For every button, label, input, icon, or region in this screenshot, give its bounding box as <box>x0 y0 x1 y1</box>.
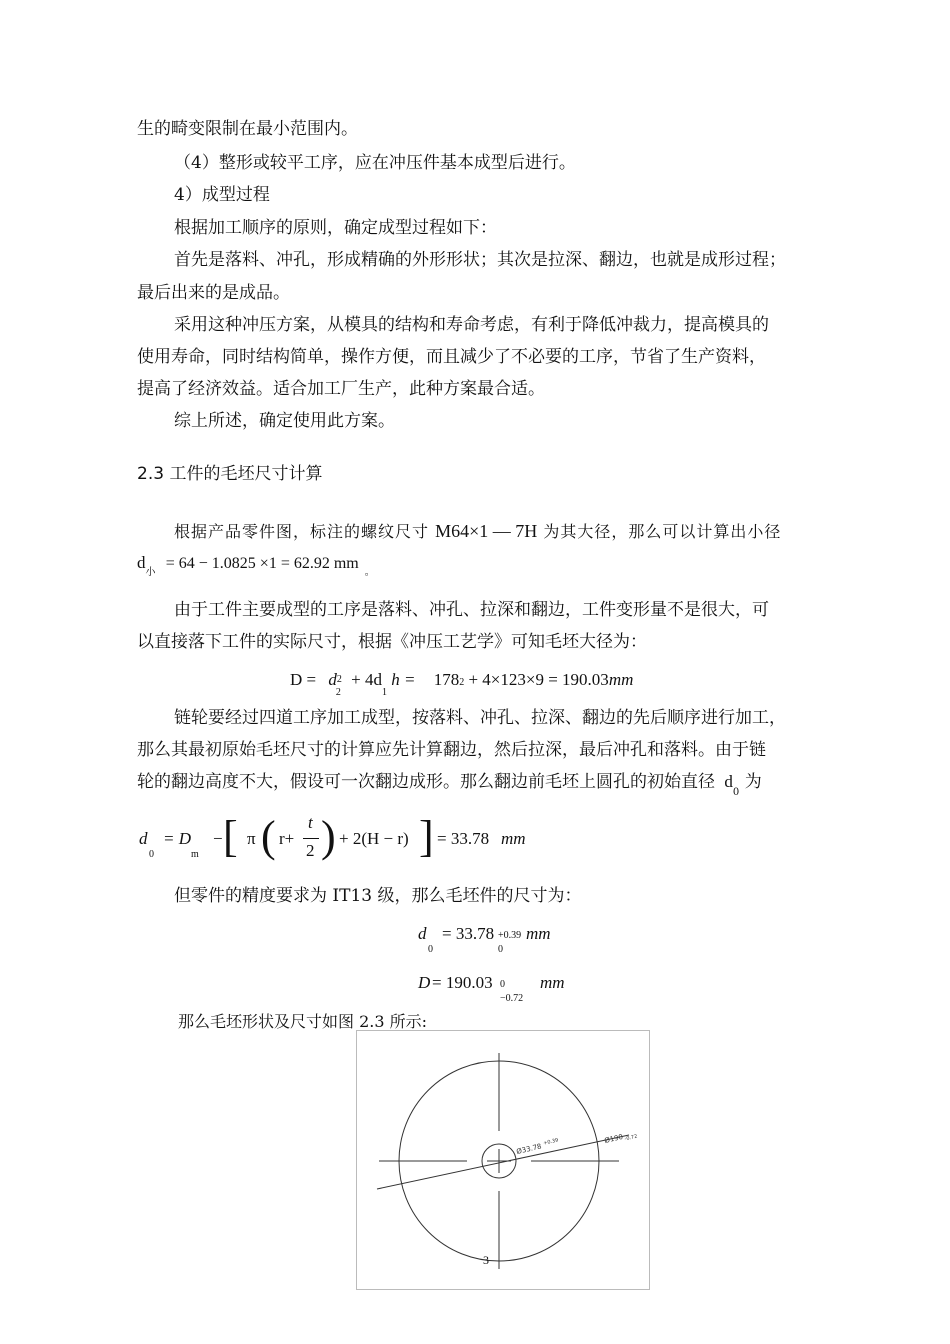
D-sup2: 2 <box>336 674 342 685</box>
chain-text: 轮的翻边高度不大，假设可一次翻边成形。那么翻边前毛坯上圆孔的初始直径 <box>137 772 715 792</box>
chain-line-3 <box>137 771 762 796</box>
D-d2: d <box>328 670 337 689</box>
left-bracket: [ <box>223 812 238 861</box>
tol1-sub: 0 <box>428 944 433 955</box>
D-unit: mm <box>608 670 634 689</box>
chain-line-2: 那么其最初原始毛坯尺寸的计算应先计算翻边，然后拉深，最后冲孔和落料。由于链 <box>137 740 766 760</box>
D-rhs-sup: 2 <box>459 677 465 688</box>
eq-subm: m <box>191 849 199 860</box>
eq-eqD: = D <box>163 829 191 848</box>
tol1-lower: 0 <box>498 944 503 955</box>
D-plus4d: + 4d <box>351 670 382 689</box>
tol1-upper: +0.39 <box>498 930 522 941</box>
dsmall-subscript: 小 <box>145 567 156 578</box>
blank-figure <box>356 1030 650 1290</box>
adopt-line-2: 使用寿命，同时结构简单，操作方便，而且减少了不必要的工序，节省了生产资料， <box>137 347 766 367</box>
blank-drawing <box>357 1031 649 1289</box>
paragraph-end: 生的畸变限制在最小范围内。 <box>137 119 358 139</box>
eq-2: 2 <box>306 841 315 860</box>
D-sub2: 2 <box>335 687 341 698</box>
page-number: 3 <box>483 1253 489 1267</box>
tol2-val: = 190.03 <box>432 973 493 992</box>
subheading-forming-process: 4）成型过程 <box>174 185 270 205</box>
first-step-line-2: 最后出来的是成品。 <box>137 283 290 303</box>
dsmall-formula <box>137 553 375 578</box>
left-paren: ( <box>261 812 276 861</box>
adopt-line-3: 提高了经济效益。适合加工厂生产，此种方案最合适。 <box>137 379 545 399</box>
tol2-lower: −0.72 <box>500 993 524 1004</box>
tol2-D: D <box>418 973 431 992</box>
chain-end: 为 <box>744 772 762 792</box>
first-step-line-1: 首先是落料、冲孔，形成精确的外形形状；其次是拉深、翻边，也就是成形过程； <box>174 250 786 270</box>
thread-line <box>174 520 781 543</box>
chain-sub0: 0 <box>732 787 740 798</box>
section-heading: 2.3 工件的毛坯尺寸计算 <box>137 464 323 484</box>
item-4: （4）整形或较平工序，应在冲压件基本成型后进行。 <box>174 153 576 173</box>
eq-rhs: = 33.78 <box>437 829 490 848</box>
small-diameter-tol: +0.39 <box>542 1137 559 1147</box>
tol2-unit: mm <box>540 973 565 992</box>
D-sub1: 1 <box>381 687 387 698</box>
since-line-1: 由于工件主要成型的工序是落料、冲孔、拉深和翻边，工件变形量不是很大，可 <box>174 600 769 620</box>
eq-unit: mm <box>501 829 526 848</box>
chain-line-1: 链轮要经过四道工序加工成型，按落料、冲孔、拉深、翻边的先后顺序进行加工， <box>174 708 786 728</box>
dsmall-expression: = 64 − 1.0825 ×1 = 62.92 mm <box>165 555 359 572</box>
eq-tail: + 2(H − r) <box>339 829 409 848</box>
tol2-upper: 0 <box>500 979 505 990</box>
chain-d0: d <box>724 772 733 791</box>
small-diameter-label: Ø33.78 <box>515 1142 543 1156</box>
eq-t: t <box>308 813 313 832</box>
since-line-2: 以直接落下工件的实际尺寸，根据《冲压工艺学》可知毛坯大径为： <box>137 632 647 652</box>
tol1-val: = 33.78 <box>442 924 495 943</box>
big-diameter-label: Ø190 <box>603 1132 624 1145</box>
dsmall-end: 。 <box>364 567 375 578</box>
right-paren: ) <box>321 812 336 861</box>
right-bracket: ] <box>419 812 434 861</box>
blank-diameter-formula <box>290 670 634 698</box>
fraction-bar <box>303 838 319 839</box>
principle-text: 根据加工顺序的原则，确定成型过程如下： <box>174 218 497 238</box>
D-h: h = <box>391 670 416 689</box>
figure-caption: 那么毛坯形状及尺寸如图 2.3 所示: <box>178 1012 428 1031</box>
thread-spec: M64×1 — 7H <box>435 521 538 541</box>
tol1-d: d <box>418 924 427 943</box>
eq-pi: π <box>247 829 256 848</box>
D-lhs: D = <box>290 670 317 689</box>
eq-minus: − <box>213 829 223 848</box>
D-rhs-b: + 4×123×9 = 190.03 <box>468 670 609 689</box>
big-diameter-tol: -0.72 <box>624 1133 638 1143</box>
eq-d: d <box>139 829 148 848</box>
precision-text: 但零件的精度要求为 IT13 级，那么毛坯件的尺寸为： <box>174 886 582 906</box>
summary-text: 综上所述，确定使用此方案。 <box>174 411 395 431</box>
dimension-leader <box>377 1132 629 1189</box>
dsmall-symbol: d <box>137 553 146 572</box>
eq-r: r+ <box>279 829 295 848</box>
eq-sub0: 0 <box>149 849 154 860</box>
thread-text-b: 为其大径，那么可以计算出小径 <box>543 522 782 541</box>
tol1-unit: mm <box>526 924 551 943</box>
thread-text-a: 根据产品零件图，标注的螺纹尺寸 <box>174 522 430 541</box>
D-rhs-a: 178 <box>433 670 460 689</box>
adopt-line-1: 采用这种冲压方案，从模具的结构和寿命考虑，有利于降低冲裁力，提高模具的 <box>174 315 769 335</box>
